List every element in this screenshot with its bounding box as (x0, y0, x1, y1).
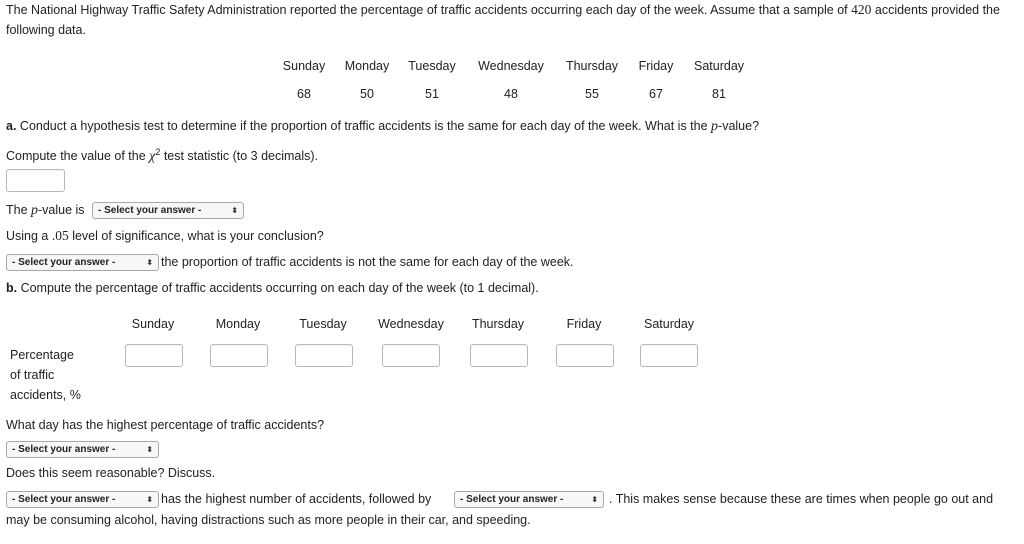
pct-input-tuesday[interactable] (295, 344, 353, 367)
pct-header-friday: Friday (566, 317, 602, 331)
value-saturday: 81 (712, 87, 726, 101)
pvalue-row (6, 201, 85, 220)
chi-symbol: χ (149, 149, 156, 165)
chi-square-input[interactable] (6, 169, 65, 192)
pct-input-sunday[interactable] (125, 344, 183, 367)
select-arrow-icon: ⬍ (146, 258, 153, 267)
sample-size: 420 (851, 2, 872, 17)
row-label-line-2: of traffic (10, 368, 55, 382)
pct-header-thursday: Thursday (471, 317, 525, 331)
problem-intro (6, 0, 1016, 40)
significance-question (6, 227, 324, 245)
conclusion-text: the proportion of traffic accidents is not the same for each day of the week. (161, 255, 574, 269)
significance-text-end: level of significance, what is your conclusion? (68, 229, 324, 243)
header-tuesday: Tuesday (408, 59, 456, 73)
intro-text: The National Highway Traffic Safety Administration reported the percentage of traffic accidents occurring each day of the week. Assume that a sample of (6, 3, 852, 17)
p-symbol: p (711, 119, 719, 134)
row-label-line-3: accidents, % (10, 388, 81, 402)
header-saturday: Saturday (693, 59, 745, 73)
discussion-line-2: may be consuming alcohol, having distractions such as more people in their car, and speeding. (6, 513, 531, 527)
conclusion-select[interactable] (6, 254, 159, 271)
part-a-text-end: -value? (718, 119, 760, 133)
select-arrow-icon: ⬍ (146, 445, 153, 454)
compute-text: Compute the value of the (6, 149, 150, 164)
highest-day-question: What day has the highest percentage of traffic accidents? (6, 418, 325, 432)
chi-exponent: 2 (155, 147, 161, 157)
pct-header-wednesday: Wednesday (378, 317, 444, 331)
select-arrow-icon: ⬍ (591, 495, 598, 504)
part-b-text: Compute the percentage of traffic accidents occurring on each day of the week (to 1 decimal). (17, 281, 539, 295)
pvalue-text-end: -value is (38, 203, 85, 217)
select-label: - Select your answer - (12, 444, 116, 455)
chi-square-prompt (6, 143, 318, 166)
select-label: - Select your answer - (12, 257, 116, 268)
significance-text: Using a (6, 229, 52, 243)
compute-text-end: test statistic (to 3 decimals). (160, 149, 319, 164)
value-sunday: 68 (297, 87, 311, 101)
header-sunday: Sunday (282, 59, 326, 73)
select-label: - Select your answer - (460, 494, 564, 505)
discussion-text-mid: has the highest number of accidents, followed by (161, 492, 432, 506)
pct-header-monday: Monday (215, 317, 261, 331)
reasonable-question: Does this seem reasonable? Discuss. (6, 466, 216, 480)
value-monday: 50 (360, 87, 374, 101)
discussion-text-end: . This makes sense because these are times when people go out and (609, 492, 994, 506)
part-a-text: Conduct a hypothesis test to determine if the proportion of traffic accidents is the same for each day of the week. What is the (16, 119, 712, 133)
pct-input-monday[interactable] (210, 344, 268, 367)
significance-level: .05 (51, 228, 69, 243)
pvalue-text: The (6, 203, 32, 217)
select-arrow-icon: ⬍ (231, 206, 238, 215)
value-thursday: 55 (585, 87, 599, 101)
part-a-question (6, 117, 759, 136)
row-label-percentage (10, 345, 81, 405)
header-monday: Monday (344, 59, 390, 73)
pct-input-friday[interactable] (556, 344, 614, 367)
header-wednesday: Wednesday (478, 59, 544, 73)
row-label-line-1: Percentage (10, 348, 74, 362)
pct-input-thursday[interactable] (470, 344, 528, 367)
pct-header-tuesday: Tuesday (299, 317, 347, 331)
pct-input-wednesday[interactable] (382, 344, 440, 367)
value-wednesday: 48 (504, 87, 518, 101)
pct-input-saturday[interactable] (640, 344, 698, 367)
value-tuesday: 51 (425, 87, 439, 101)
pct-header-saturday: Saturday (643, 317, 695, 331)
intro-text-end: accidents provided the following data. (6, 3, 1000, 37)
part-b-label: b. (6, 281, 18, 295)
highest-day-select[interactable] (6, 441, 159, 458)
part-b-question (6, 279, 539, 297)
pct-header-sunday: Sunday (131, 317, 175, 331)
select-label: - Select your answer - (12, 494, 116, 505)
value-friday: 67 (649, 87, 663, 101)
p-symbol-2: p (31, 203, 39, 218)
select-label: - Select your answer - (98, 205, 202, 216)
pvalue-select[interactable] (92, 202, 244, 219)
discussion-select-1[interactable] (6, 491, 159, 508)
discussion-select-2[interactable] (454, 491, 604, 508)
select-arrow-icon: ⬍ (146, 495, 153, 504)
header-friday: Friday (638, 59, 674, 73)
part-a-label: a. (6, 119, 17, 133)
header-thursday: Thursday (565, 59, 619, 73)
